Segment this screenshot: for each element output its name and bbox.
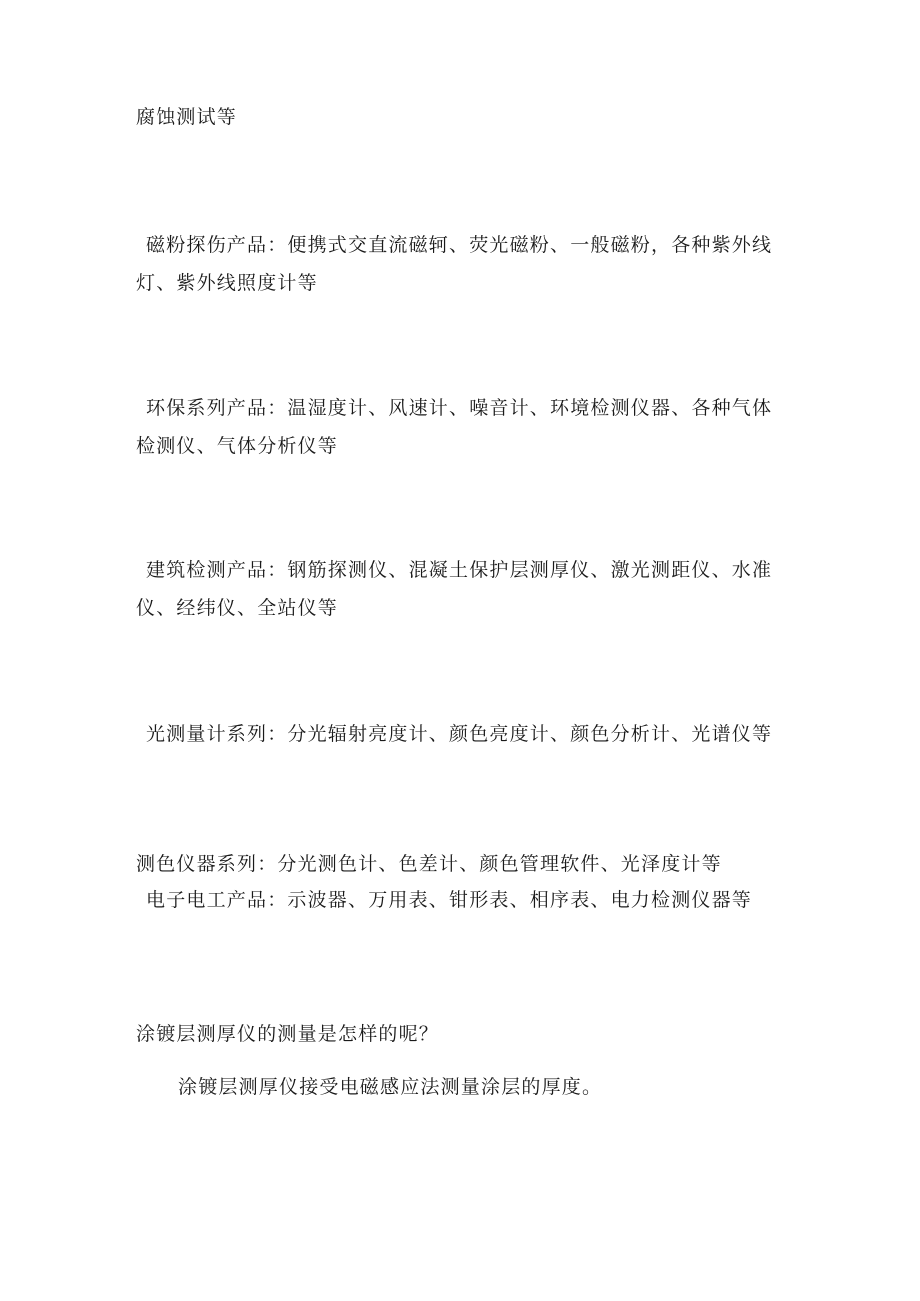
paragraph-corrosion-testing: 腐蚀测试等 — [136, 106, 238, 128]
paragraph-environmental-products: 环保系列产品：温湿度计、风速计、噪音计、环境检测仪器、各种气体检测仪、气体分析仪等 — [136, 397, 773, 457]
paragraph-light-measurement-series: 光测量计系列：分光辐射亮度计、颜色亮度计、颜色分析计、光谱仪等 — [146, 723, 773, 745]
answer-paragraph: 涂镀层测厚仪接受电磁感应法测量涂层的厚度。 — [178, 1076, 603, 1098]
paragraph-electrical-products: 电子电工产品：示波器、万用表、钳形表、相序表、电力检测仪器等 — [146, 889, 753, 911]
paragraph-color-measurement-series: 测色仪器系列：分光测色计、色差计、颜色管理软件、光泽度计等 — [136, 853, 722, 875]
question-heading: 涂镀层测厚仪的测量是怎样的呢？ — [136, 1023, 440, 1045]
paragraph-construction-inspection-products: 建筑检测产品：钢筋探测仪、混凝土保护层测厚仪、激光测距仪、水准仪、经纬仪、全站仪等 — [136, 559, 773, 619]
paragraph-magnetic-particle-products: 磁粉探伤产品：便携式交直流磁轲、荧光磁粉、一般磁粉，各种紫外线灯、紫外线照度计等 — [136, 234, 773, 294]
